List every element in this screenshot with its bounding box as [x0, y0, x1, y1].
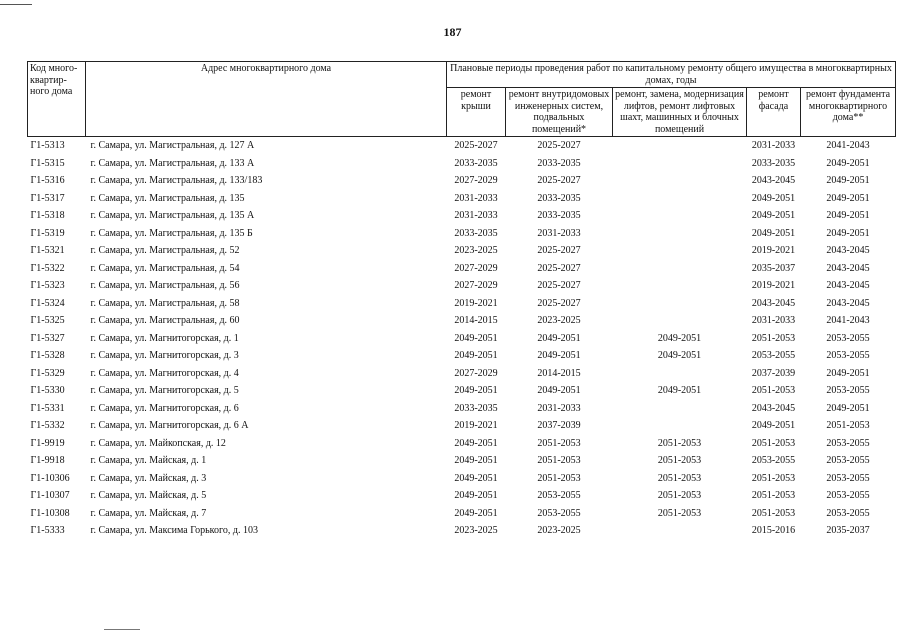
cell-facade: 2051-2053	[751, 332, 796, 344]
cell-facade: 2051-2053	[751, 507, 796, 519]
cell-systems: 2025-2027	[537, 297, 581, 309]
cell-roof: 2033-2035	[454, 157, 498, 169]
cell-lifts: 2049-2051	[657, 350, 702, 362]
cell-systems: 2051-2053	[537, 437, 581, 449]
cell-code: Г1-5324	[30, 297, 65, 309]
table-row	[28, 382, 896, 400]
cell-address: г. Самара, ул. Майская, д. 7	[90, 507, 207, 519]
cell-code: Г1-9918	[30, 455, 65, 467]
cell-lifts	[613, 295, 747, 313]
cell-lifts: 2051-2053	[657, 437, 702, 449]
cell-roof: 2027-2029	[454, 262, 498, 274]
cell-foundation: 2053-2055	[826, 385, 870, 397]
cell-address: г. Самара, ул. Магистральная, д. 60	[90, 315, 240, 327]
table-row	[28, 522, 896, 540]
cell-code: Г1-5329	[30, 367, 65, 379]
table-row	[28, 207, 896, 225]
cell-facade: 2051-2053	[751, 490, 796, 502]
cell-address: г. Самара, ул. Магистральная, д. 56	[90, 280, 240, 292]
cell-lifts: 2051-2053	[657, 455, 702, 467]
cell-systems: 2049-2051	[537, 332, 581, 344]
table-row	[28, 225, 896, 243]
header-code: Код много-квартир-ного дома	[28, 62, 86, 137]
cell-code: Г1-5333	[30, 525, 65, 537]
cell-systems: 2053-2055	[537, 490, 581, 502]
cell-foundation: 2041-2043	[826, 140, 870, 152]
cell-lifts	[613, 207, 747, 225]
cell-facade: 2019-2021	[751, 245, 796, 257]
cell-foundation: 2053-2055	[826, 332, 870, 344]
header-row-top	[28, 62, 896, 88]
cell-systems: 2025-2027	[537, 140, 581, 152]
cell-code: Г1-5315	[30, 157, 65, 169]
table-row	[28, 260, 896, 278]
table-row	[28, 347, 896, 365]
repair-schedule-table	[27, 61, 896, 540]
cell-systems: 2014-2015	[537, 367, 581, 379]
cell-roof: 2049-2051	[454, 437, 498, 449]
cell-systems: 2049-2051	[537, 350, 581, 362]
cell-address: г. Самара, ул. Магистральная, д. 58	[90, 297, 240, 309]
cell-foundation: 2043-2045	[826, 280, 870, 292]
cell-code: Г1-5331	[30, 402, 65, 414]
cell-lifts: 2049-2051	[657, 385, 702, 397]
cell-address: г. Самара, ул. Магистральная, д. 52	[90, 245, 240, 257]
cell-code: Г1-5332	[30, 420, 65, 432]
cell-lifts	[613, 155, 747, 173]
table-row	[28, 435, 896, 453]
cell-address: г. Самара, ул. Магистральная, д. 133 А	[90, 157, 255, 169]
cell-facade: 2043-2045	[751, 402, 796, 414]
cell-address: г. Самара, ул. Магнитогорская, д. 4	[90, 367, 239, 379]
table-row	[28, 137, 896, 155]
table-body	[28, 137, 896, 540]
cell-facade: 2043-2045	[751, 297, 796, 309]
cell-roof: 2049-2051	[454, 350, 498, 362]
cell-facade: 2015-2016	[751, 525, 796, 537]
table-row	[28, 365, 896, 383]
cell-facade: 2037-2039	[751, 367, 796, 379]
cell-foundation: 2043-2045	[826, 262, 870, 274]
table-row	[28, 242, 896, 260]
cell-address: г. Самара, ул. Магистральная, д. 135 А	[90, 210, 255, 222]
cell-systems: 2025-2027	[537, 245, 581, 257]
cell-systems: 2051-2053	[537, 455, 581, 467]
cell-foundation: 2053-2055	[826, 490, 870, 502]
cell-systems: 2025-2027	[537, 280, 581, 292]
table-row	[28, 312, 896, 330]
cell-facade: 2031-2033	[751, 315, 796, 327]
table-row	[28, 400, 896, 418]
cell-code: Г1-5330	[30, 385, 65, 397]
cell-systems: 2023-2025	[537, 315, 581, 327]
cell-foundation: 2053-2055	[826, 350, 870, 362]
cell-systems: 2049-2051	[537, 385, 581, 397]
cell-code: Г1-5325	[30, 315, 65, 327]
cell-code: Г1-5323	[30, 280, 65, 292]
cell-code: Г1-10307	[30, 490, 70, 502]
cell-foundation: 2049-2051	[826, 227, 870, 239]
cell-facade: 2035-2037	[751, 262, 796, 274]
cell-foundation: 2049-2051	[826, 157, 870, 169]
cell-lifts	[613, 172, 747, 190]
cell-address: г. Самара, ул. Максима Горького, д. 103	[90, 525, 258, 537]
cell-address: г. Самара, ул. Магистральная, д. 133/183	[90, 175, 263, 187]
cell-lifts: 2051-2053	[657, 507, 702, 519]
cell-facade: 2043-2045	[751, 175, 796, 187]
cell-code: Г1-5316	[30, 175, 65, 187]
cell-address: г. Самара, ул. Майская, д. 1	[90, 455, 207, 467]
cell-facade: 2049-2051	[751, 227, 796, 239]
header-foundation: ремонт фундамента многоквартирного дома**	[801, 88, 896, 137]
cell-code: Г1-5328	[30, 350, 65, 362]
cell-foundation: 2049-2051	[826, 210, 870, 222]
cell-systems: 2031-2033	[537, 402, 581, 414]
cell-code: Г1-5313	[30, 140, 65, 152]
cell-foundation: 2043-2045	[826, 245, 870, 257]
cell-facade: 2049-2051	[751, 192, 796, 204]
cell-code: Г1-10308	[30, 507, 70, 519]
table-row	[28, 505, 896, 523]
cell-lifts	[613, 522, 747, 540]
cell-systems: 2033-2035	[537, 192, 581, 204]
cell-address: г. Самара, ул. Майская, д. 3	[90, 472, 207, 484]
cell-systems: 2037-2039	[537, 420, 581, 432]
header-facade: ремонт фасада	[747, 88, 801, 137]
cell-roof: 2023-2025	[454, 245, 498, 257]
page-number: 187	[443, 25, 462, 39]
cell-address: г. Самара, ул. Магнитогорская, д. 1	[90, 332, 239, 344]
cell-code: Г1-5318	[30, 210, 65, 222]
table-row	[28, 452, 896, 470]
cell-code: Г1-5319	[30, 227, 65, 239]
cell-code: Г1-5327	[30, 332, 65, 344]
cell-lifts	[613, 190, 747, 208]
cell-code: Г1-5321	[30, 245, 65, 257]
cell-foundation: 2043-2045	[826, 297, 870, 309]
cell-lifts: 2051-2053	[657, 472, 702, 484]
cell-lifts: 2051-2053	[657, 490, 702, 502]
cell-roof: 2049-2051	[454, 490, 498, 502]
header-lifts: ремонт, замена, модернизация лифтов, ремонт лифтовых шахт, машинных и блочных помещений	[613, 88, 747, 137]
cell-address: г. Самара, ул. Майкопская, д. 12	[90, 437, 226, 449]
cell-address: г. Самара, ул. Магнитогорская, д. 3	[90, 350, 239, 362]
cell-foundation: 2049-2051	[826, 175, 870, 187]
cell-facade: 2053-2055	[751, 455, 796, 467]
table-row	[28, 277, 896, 295]
cell-roof: 2049-2051	[454, 507, 498, 519]
cell-roof: 2031-2033	[454, 192, 498, 204]
cell-lifts	[613, 260, 747, 278]
cell-roof: 2027-2029	[454, 280, 498, 292]
cell-foundation: 2049-2051	[826, 192, 870, 204]
cell-roof: 2027-2029	[454, 175, 498, 187]
scan-artifact-line	[104, 629, 140, 630]
cell-lifts	[613, 225, 747, 243]
cell-roof: 2027-2029	[454, 367, 498, 379]
cell-systems: 2053-2055	[537, 507, 581, 519]
cell-systems: 2025-2027	[537, 262, 581, 274]
cell-address: г. Самара, ул. Магнитогорская, д. 6 А	[90, 420, 249, 432]
table-row	[28, 295, 896, 313]
cell-lifts	[613, 312, 747, 330]
cell-facade: 2051-2053	[751, 437, 796, 449]
cell-facade: 2051-2053	[751, 385, 796, 397]
cell-roof: 2049-2051	[454, 332, 498, 344]
cell-facade: 2051-2053	[751, 472, 796, 484]
cell-systems: 2031-2033	[537, 227, 581, 239]
cell-foundation: 2049-2051	[826, 367, 870, 379]
cell-systems: 2025-2027	[537, 175, 581, 187]
cell-foundation: 2049-2051	[826, 402, 870, 414]
cell-lifts	[613, 417, 747, 435]
cell-lifts	[613, 242, 747, 260]
cell-address: г. Самара, ул. Магнитогорская, д. 6	[90, 402, 239, 414]
cell-roof: 2023-2025	[454, 525, 498, 537]
cell-roof: 2014-2015	[454, 315, 498, 327]
cell-code: Г1-10306	[30, 472, 70, 484]
cell-systems: 2051-2053	[537, 472, 581, 484]
cell-roof: 2049-2051	[454, 385, 498, 397]
cell-roof: 2031-2033	[454, 210, 498, 222]
table-row	[28, 330, 896, 348]
cell-roof: 2049-2051	[454, 472, 498, 484]
table-row	[28, 172, 896, 190]
cell-systems: 2033-2035	[537, 157, 581, 169]
cell-code: Г1-9919	[30, 437, 65, 449]
cell-roof: 2019-2021	[454, 420, 498, 432]
scan-artifact-line	[0, 4, 32, 5]
cell-address: г. Самара, ул. Магнитогорская, д. 5	[90, 385, 239, 397]
cell-address: г. Самара, ул. Магистральная, д. 127 А	[90, 140, 255, 152]
cell-foundation: 2053-2055	[826, 507, 870, 519]
cell-foundation: 2051-2053	[826, 420, 870, 432]
cell-code: Г1-5317	[30, 192, 65, 204]
cell-roof: 2033-2035	[454, 227, 498, 239]
cell-lifts	[613, 400, 747, 418]
table-row	[28, 487, 896, 505]
cell-facade: 2053-2055	[751, 350, 796, 362]
cell-facade: 2033-2035	[751, 157, 796, 169]
cell-lifts	[613, 365, 747, 383]
cell-address: г. Самара, ул. Магистральная, д. 135 Б	[90, 227, 253, 239]
header-roof: ремонт крыши	[447, 88, 506, 137]
cell-address: г. Самара, ул. Магистральная, д. 54	[90, 262, 240, 274]
cell-roof: 2025-2027	[454, 140, 498, 152]
table-row	[28, 190, 896, 208]
cell-code: Г1-5322	[30, 262, 65, 274]
cell-facade: 2049-2051	[751, 210, 796, 222]
cell-foundation: 2053-2055	[826, 455, 870, 467]
cell-foundation: 2041-2043	[826, 315, 870, 327]
cell-facade: 2049-2051	[751, 420, 796, 432]
cell-foundation: 2035-2037	[826, 525, 870, 537]
cell-roof: 2033-2035	[454, 402, 498, 414]
cell-roof: 2049-2051	[454, 455, 498, 467]
cell-facade: 2019-2021	[751, 280, 796, 292]
header-periods: Плановые периоды проведения работ по капитальному ремонту общего имущества в многоквартирных домах, годы	[447, 62, 896, 88]
table-row	[28, 417, 896, 435]
cell-roof: 2019-2021	[454, 297, 498, 309]
header-address: Адрес многоквартирного дома	[86, 62, 447, 137]
cell-lifts	[613, 137, 747, 155]
cell-lifts	[613, 277, 747, 295]
cell-facade: 2031-2033	[751, 140, 796, 152]
cell-address: г. Самара, ул. Магистральная, д. 135	[90, 192, 245, 204]
cell-systems: 2023-2025	[537, 525, 581, 537]
cell-lifts: 2049-2051	[657, 332, 702, 344]
cell-foundation: 2053-2055	[826, 437, 870, 449]
header-systems: ремонт внутридомовых инженерных систем, подвальных помещений*	[506, 88, 613, 137]
cell-foundation: 2053-2055	[826, 472, 870, 484]
table-row	[28, 155, 896, 173]
table-row	[28, 470, 896, 488]
cell-systems: 2033-2035	[537, 210, 581, 222]
cell-address: г. Самара, ул. Майская, д. 5	[90, 490, 207, 502]
